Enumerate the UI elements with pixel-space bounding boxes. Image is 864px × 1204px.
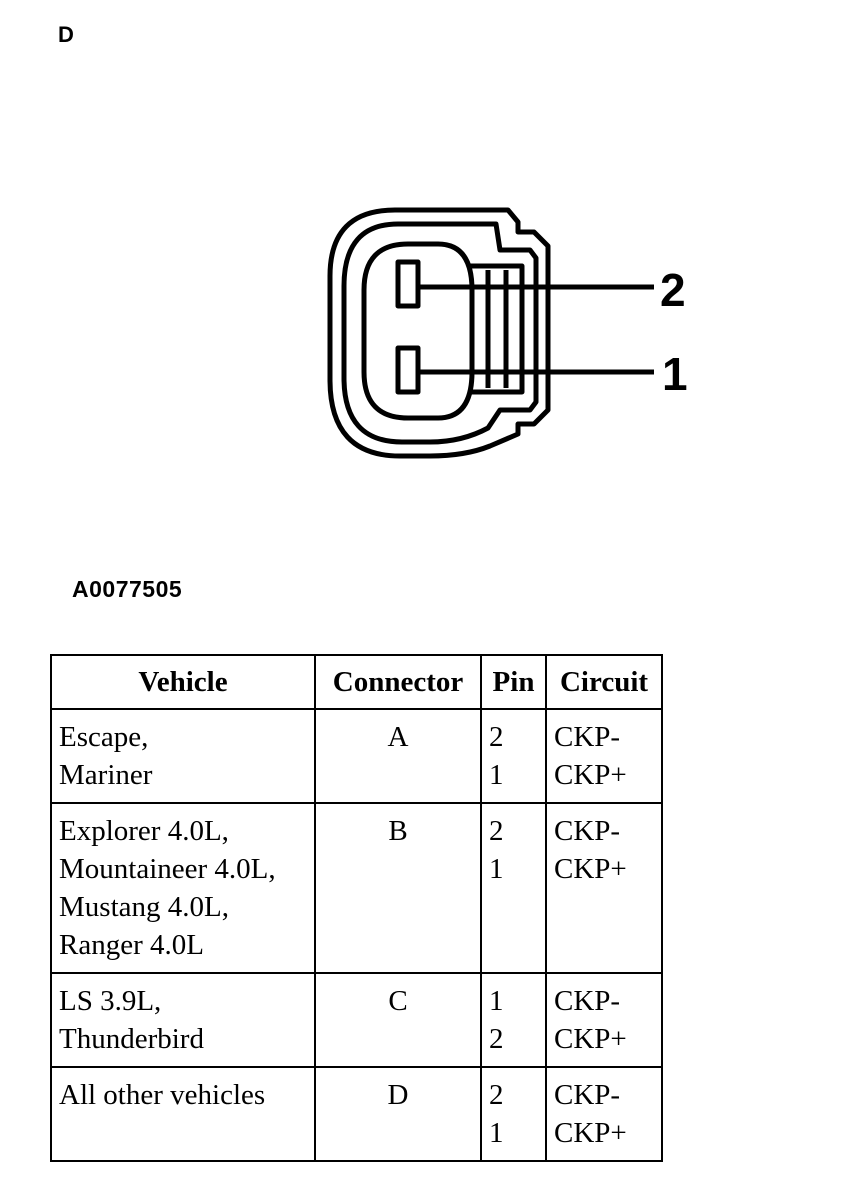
connector-diagram <box>0 0 864 560</box>
pin-1-terminal <box>398 348 418 392</box>
circuit-value: CKP+ <box>554 759 627 791</box>
table-row <box>51 803 662 973</box>
connector-letter-label: D <box>58 22 74 47</box>
vehicle-cell <box>51 709 315 803</box>
pin-cell <box>481 709 546 803</box>
pin-1-callout: 1 <box>662 348 688 400</box>
circuit-value: CKP+ <box>554 1023 627 1055</box>
pin-value: 1 <box>489 1117 504 1149</box>
figure-id: A0077505 <box>72 576 183 602</box>
table-row <box>51 709 662 803</box>
circuit-value: CKP+ <box>554 853 627 885</box>
header-pin: Pin <box>481 655 546 709</box>
vehicle-line: Mariner <box>59 759 153 791</box>
vehicle-line: Thunderbird <box>59 1023 204 1055</box>
table-row <box>51 1067 662 1161</box>
pin-value: 1 <box>489 985 504 1017</box>
circuit-value: CKP- <box>554 985 621 1017</box>
pin-cell <box>481 973 546 1067</box>
pin-value: 2 <box>489 815 504 847</box>
pin-value: 2 <box>489 1023 504 1055</box>
vehicle-line: All other vehicles <box>59 1079 266 1111</box>
circuit-cell <box>546 973 662 1067</box>
vehicle-line: Ranger 4.0L <box>59 929 204 961</box>
pin-value: 2 <box>489 721 504 753</box>
table-row <box>51 973 662 1067</box>
circuit-value: CKP- <box>554 815 621 847</box>
header-connector: Connector <box>315 655 481 709</box>
header-circuit: Circuit <box>546 655 662 709</box>
connector-cell: B <box>315 803 481 973</box>
pin-value: 2 <box>489 1079 504 1111</box>
connector-pinout-table <box>50 654 663 1162</box>
vehicle-line: Mountaineer 4.0L, <box>59 853 276 885</box>
circuit-cell <box>546 1067 662 1161</box>
pin-cell <box>481 803 546 973</box>
vehicle-cell <box>51 973 315 1067</box>
pin-cell <box>481 1067 546 1161</box>
circuit-value: CKP- <box>554 1079 621 1111</box>
vehicle-line: Explorer 4.0L, <box>59 815 229 847</box>
table-header-row <box>51 655 662 709</box>
connector-cell: A <box>315 709 481 803</box>
circuit-value: CKP- <box>554 721 621 753</box>
circuit-value: CKP+ <box>554 1117 627 1149</box>
vehicle-line: Mustang 4.0L, <box>59 891 229 923</box>
header-vehicle: Vehicle <box>51 655 315 709</box>
pin-value: 1 <box>489 853 504 885</box>
connector-cell: C <box>315 973 481 1067</box>
pin-value: 1 <box>489 759 504 791</box>
vehicle-line: Escape, <box>59 721 149 753</box>
circuit-cell <box>546 803 662 973</box>
pin-2-terminal <box>398 262 418 306</box>
pin-2-callout: 2 <box>660 264 686 316</box>
vehicle-cell <box>51 803 315 973</box>
vehicle-line: LS 3.9L, <box>59 985 162 1017</box>
circuit-cell <box>546 709 662 803</box>
connector-cell: D <box>315 1067 481 1161</box>
vehicle-cell <box>51 1067 315 1161</box>
